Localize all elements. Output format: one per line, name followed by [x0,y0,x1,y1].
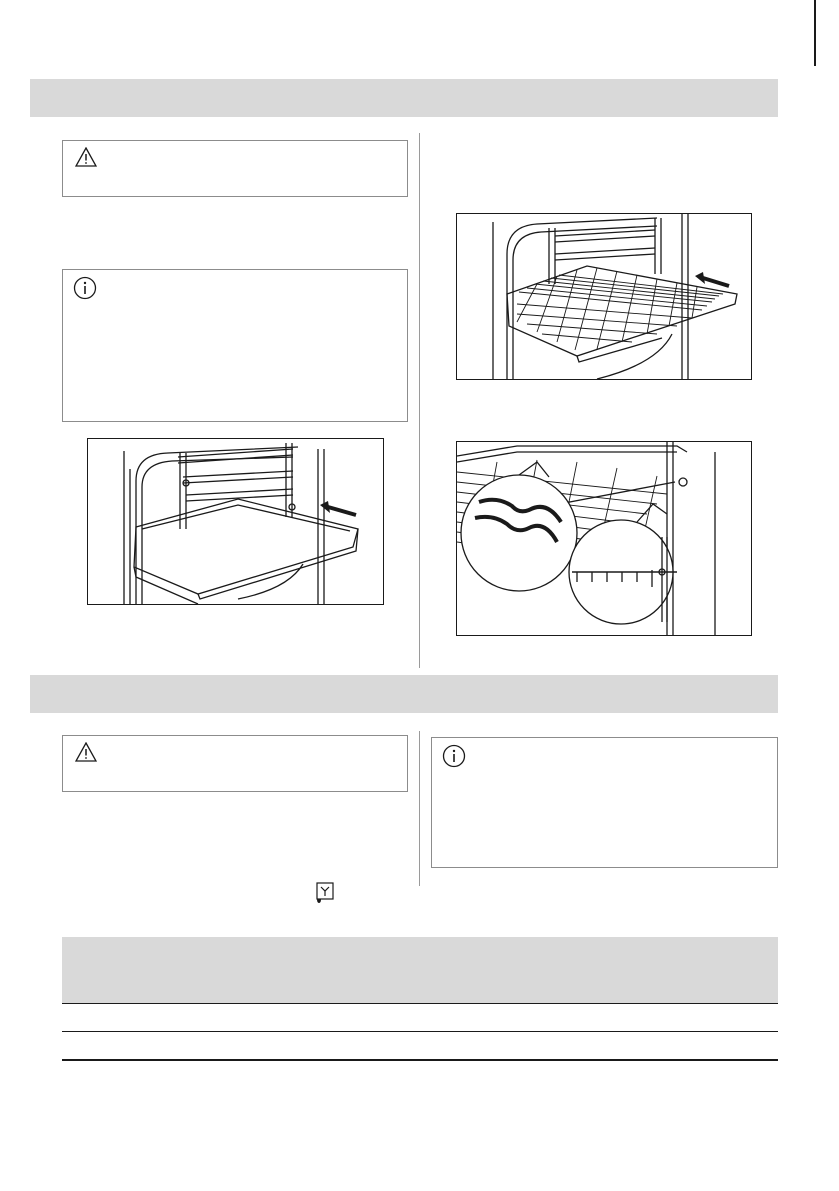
wire-shelf-illustration [457,214,751,379]
info-circle-icon [442,744,466,768]
info-circle-icon [73,276,97,300]
column-separator-1 [419,133,420,668]
column-separator-2 [419,731,420,886]
warning-box-2 [62,735,408,792]
table-header [62,937,778,1003]
warning-box-1 [62,140,408,197]
warning-triangle-icon [75,742,97,762]
baking-tray-illustration [88,439,383,604]
warning-triangle-icon [75,147,97,167]
figure-shelf-detail [456,441,752,636]
info-box-2 [431,737,778,868]
shelf-detail-illustration [457,442,751,635]
section-header-band-1 [30,79,778,117]
section-header-band-2 [30,675,778,713]
page-edge-marker [814,0,816,66]
figure-baking-tray-insertion [87,438,384,605]
table-bottom-rule [62,1059,778,1061]
oven-function-icon [314,882,334,904]
table-row-divider-1 [62,1003,778,1004]
info-box-1 [62,269,408,422]
figure-wire-shelf-insertion [456,213,752,380]
table-row-divider-2 [62,1031,778,1032]
